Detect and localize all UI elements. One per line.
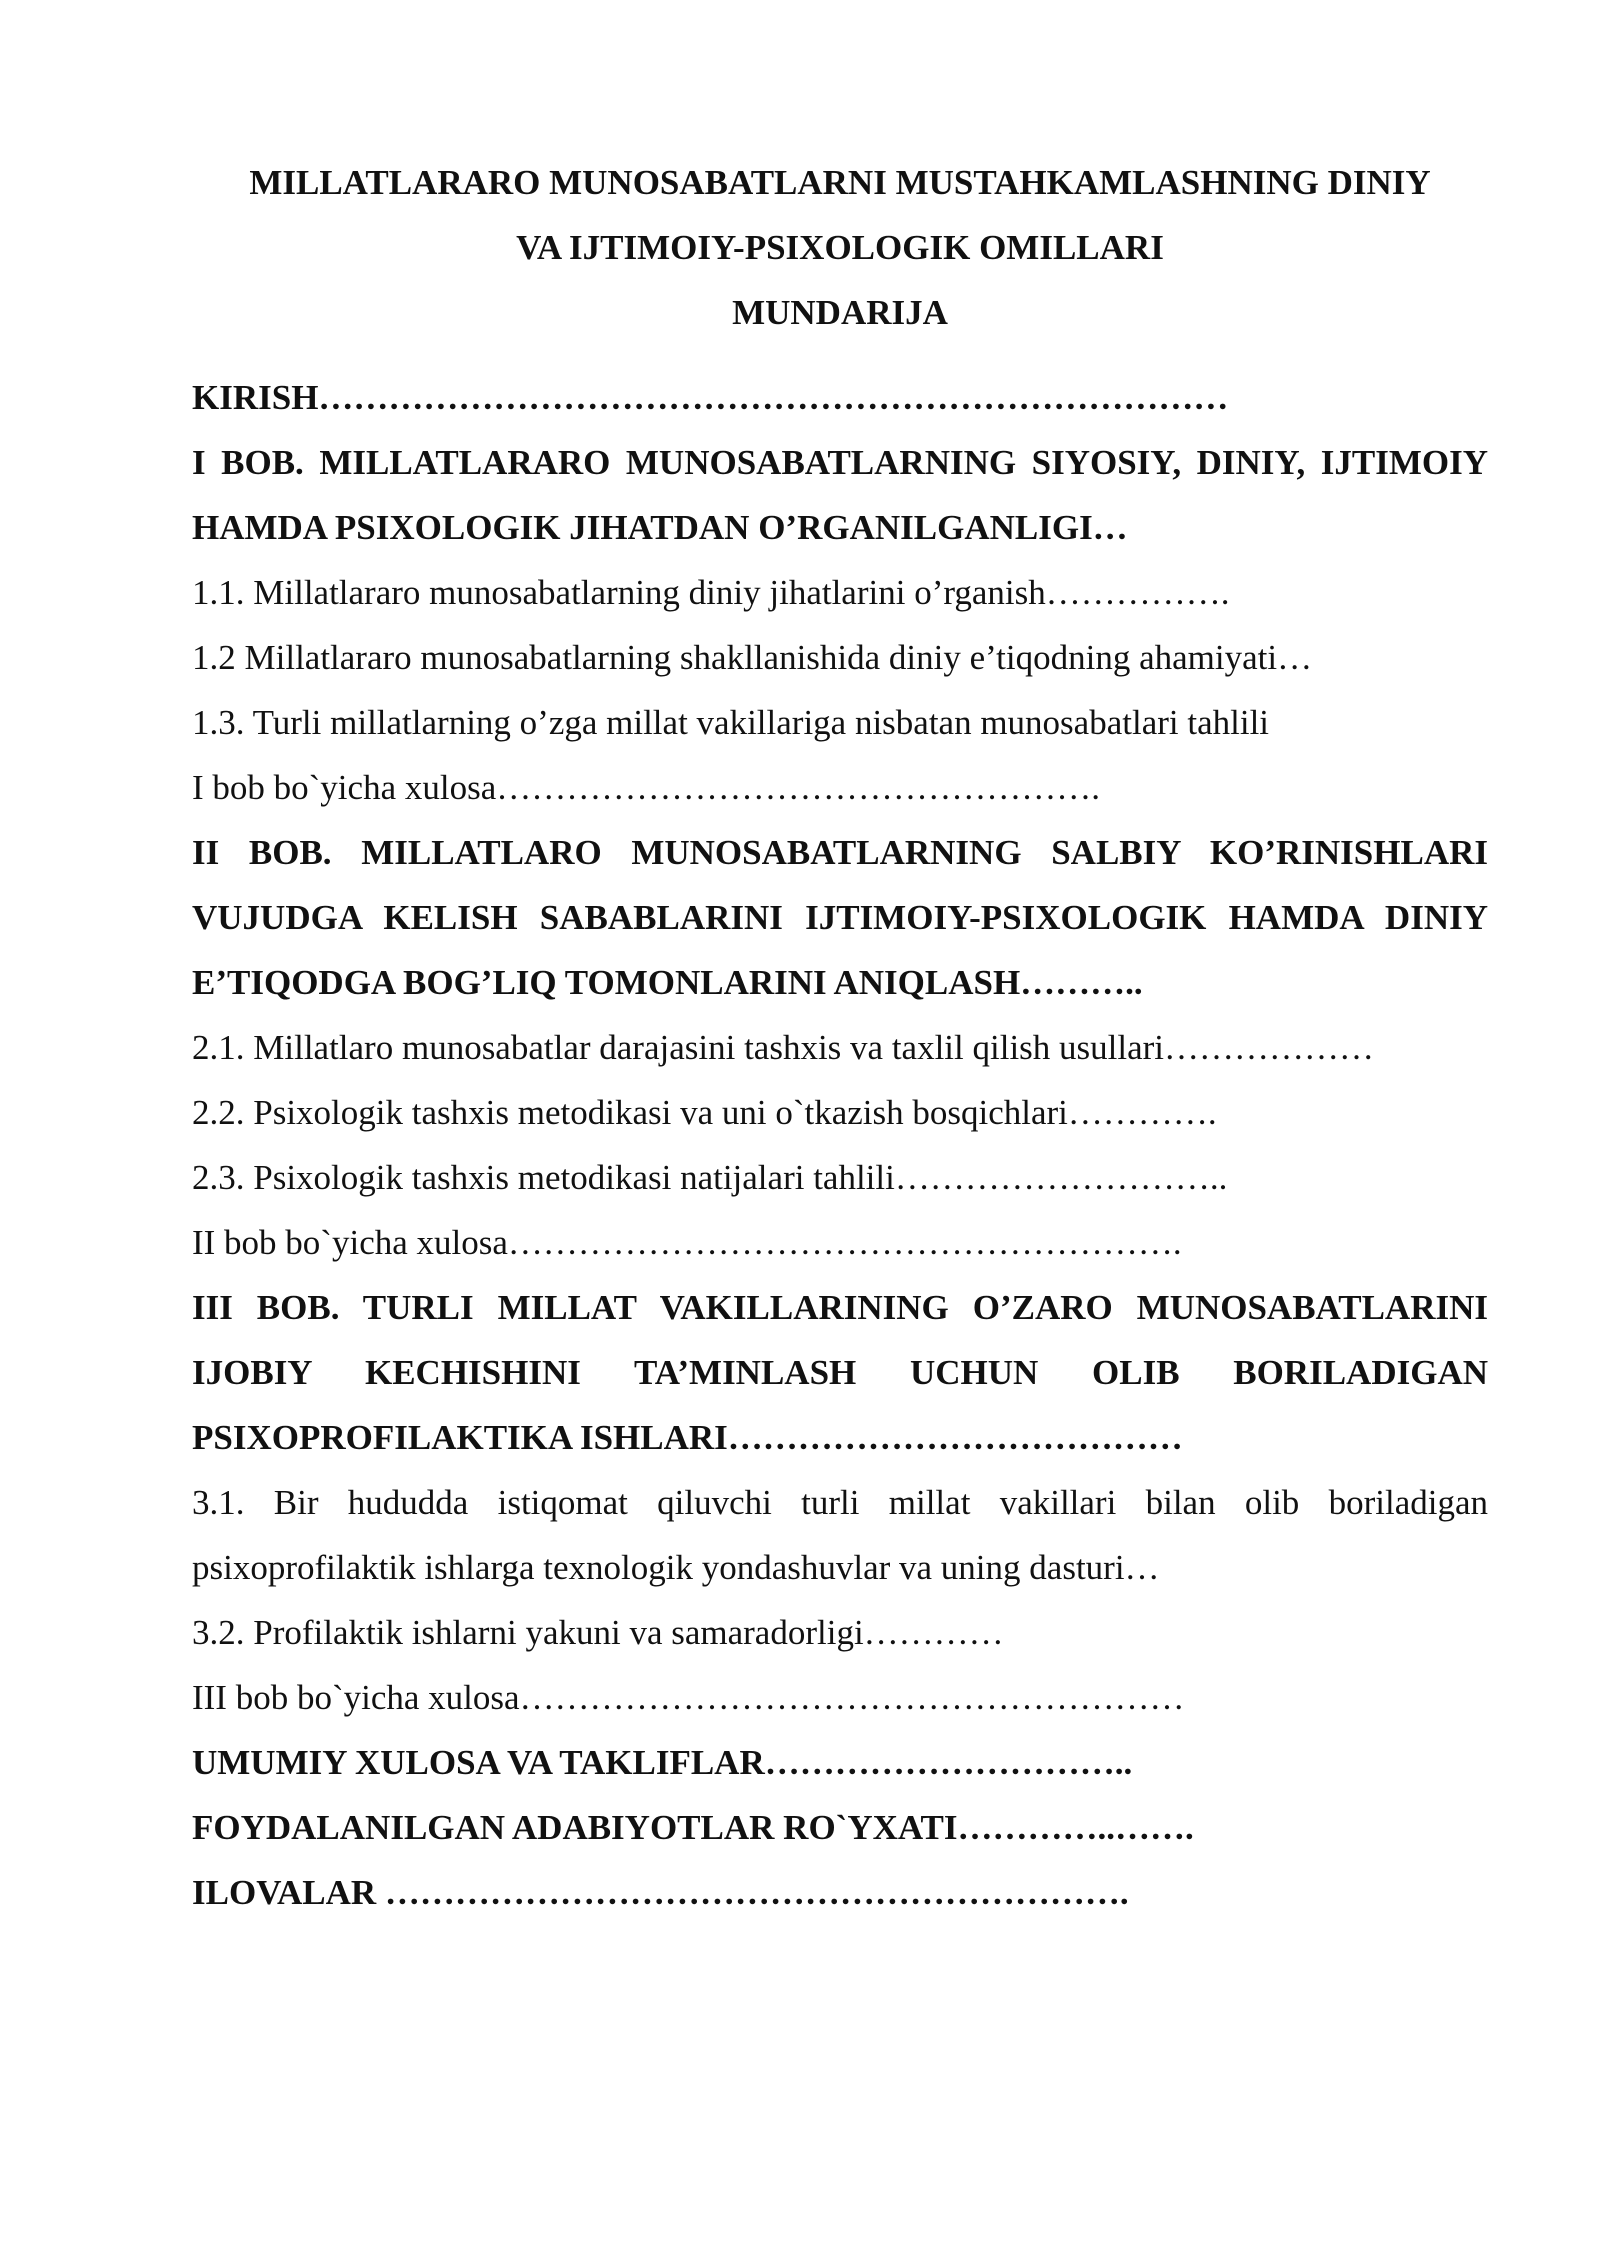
toc-item-chapter-2-summary: II bob bo`yicha xulosa…………………………………………………. xyxy=(192,1223,1182,1262)
toc-item-chapter-1-summary: I bob bo`yicha xulosa……………………………………………. xyxy=(192,768,1100,807)
toc-item-appendices: ILOVALAR ………………………………………………………. xyxy=(192,1873,1129,1912)
toc-item-section-1-2: 1.2 Millatlararo munosabatlarning shakllanishida diniy e’tiqodning ahamiyati… xyxy=(192,638,1313,677)
toc-item-section-2-3: 2.3. Psixologik tashxis metodikasi natijalari tahlili……………………….. xyxy=(192,1158,1228,1197)
toc-item-section-1-1: 1.1. Millatlararo munosabatlarning diniy jihatlarini o’rganish……………. xyxy=(192,573,1230,612)
toc-item-section-3-2: 3.2. Profilaktik ishlarni yakuni va samaradorligi………… xyxy=(192,1613,1004,1652)
toc-item-section-2-2: 2.2. Psixologik tashxis metodikasi va uni o`tkazish bosqichlari…………. xyxy=(192,1093,1217,1132)
toc-item-chapter-3: III BOB. TURLI MILLAT VAKILLARINING O’ZARO MUNOSABATLARINI IJOBIY KECHISHINI TA’MINLASH UCHUN OLIB BORILADIGAN PSIXOPROFILAKTIKA ISHLARI………………………………… xyxy=(192,1288,1488,1457)
toc-item-kirish: KIRISH…………………………………………………………………… xyxy=(192,378,1229,417)
document-title-line-1: MILLATLARARO MUNOSABATLARNI MUSTAHKAMLASHNING DINIY xyxy=(249,163,1431,202)
toc-item-section-2-1: 2.1. Millatlaro munosabatlar darajasini tashxis va taxlil qilish usullari……………… xyxy=(192,1028,1375,1067)
toc-item-chapter-2: II BOB. MILLATLARO MUNOSABATLARNING SALBIY KO’RINISHLARI VUJUDGA KELISH SABABLARINI IJTIMOIY-PSIXOLOGIK HAMDA DINIY E’TIQODGA BOG’LIQ TOMONLARINI ANIQLASH……….. xyxy=(192,833,1488,1002)
toc-item-section-3-1: 3.1. Bir hududda istiqomat qiluvchi turli millat vakillari bilan olib boriladigan psixoprofilaktik ishlarga texnologik yondashuvlar va uning dasturi… xyxy=(192,1483,1488,1587)
toc-heading: MUNDARIJA xyxy=(732,293,948,332)
document-page xyxy=(192,150,1488,1925)
toc-item-references: FOYDALANILGAN ADABIYOTLAR RO`YXATI…………..……. xyxy=(192,1808,1194,1847)
table-of-contents xyxy=(192,365,1488,1925)
toc-item-conclusion: UMUMIY XULOSA VA TAKLIFLAR………………………….. xyxy=(192,1743,1133,1782)
document-title-line-2: VA IJTIMOIY-PSIXOLOGIK OMILLARI xyxy=(516,228,1164,267)
toc-item-chapter-1: I BOB. MILLATLARARO MUNOSABATLARNING SIYOSIY, DINIY, IJTIMOIY HAMDA PSIXOLOGIK JIHATDAN O’RGANILGANLIGI… xyxy=(192,443,1488,547)
toc-item-chapter-3-summary: III bob bo`yicha xulosa………………………………………………… xyxy=(192,1678,1185,1717)
toc-item-section-1-3: 1.3. Turli millatlarning o’zga millat vakillariga nisbatan munosabatlari tahlili xyxy=(192,703,1270,742)
document-title xyxy=(192,150,1488,280)
